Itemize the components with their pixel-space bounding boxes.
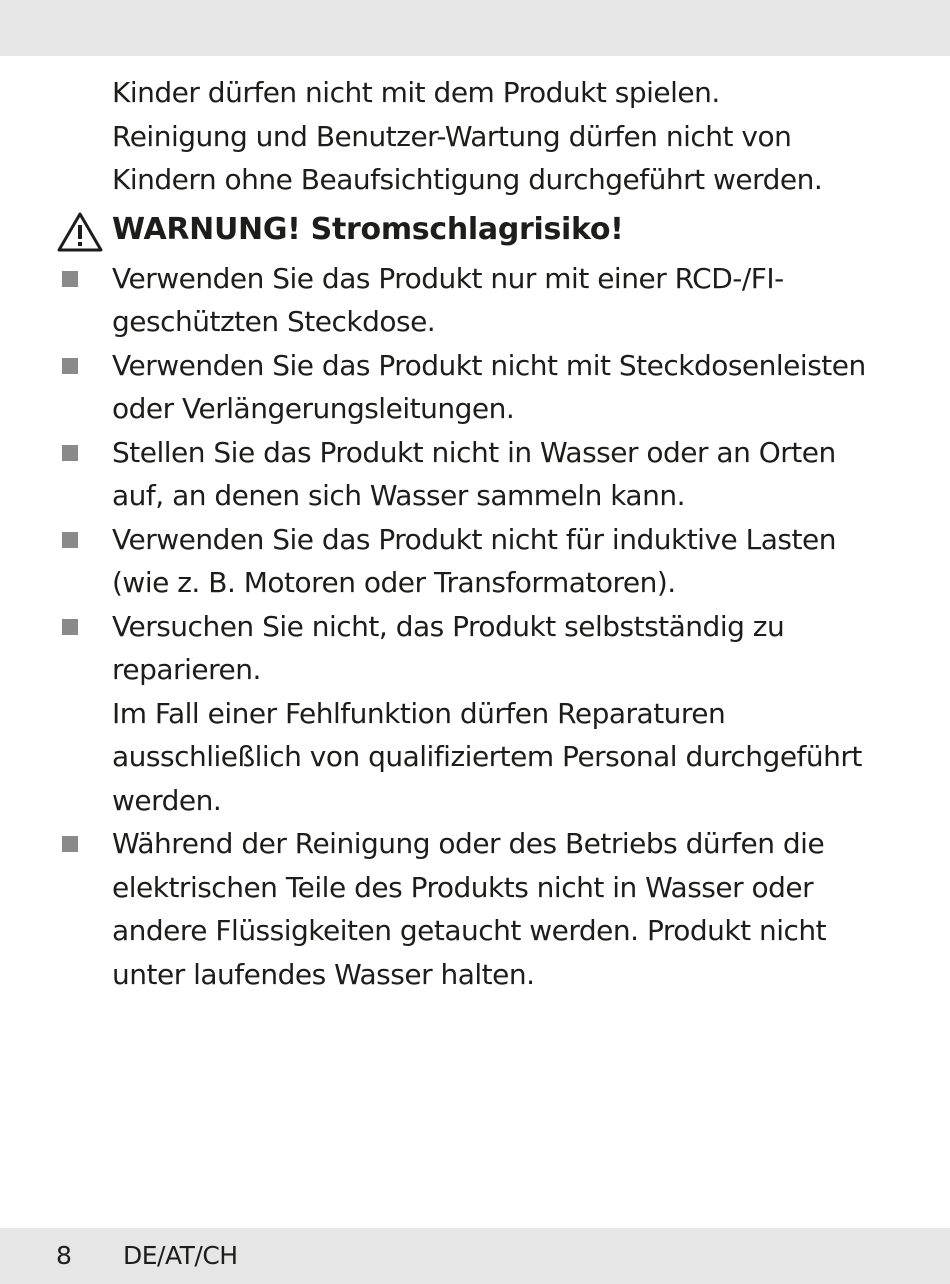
warning-triangle-icon (56, 211, 104, 253)
page-content (0, 71, 950, 996)
list-item-line: Versuchen Sie nicht, das Produkt selbstständig zu (112, 609, 785, 643)
list-item-line: andere Flüssigkeiten getaucht werden. Produkt nicht (112, 914, 827, 947)
intro-line: Kindern ohne Beaufsichtigung durchgeführt werden. (112, 163, 823, 196)
list-item-line: oder Verlängerungsleitungen. (112, 392, 515, 425)
list-item-line: Während der Reinigung oder des Betriebs dürfen die (112, 827, 825, 860)
intro-line: Reinigung und Benutzer-Wartung dürfen nicht von (112, 119, 792, 153)
list-item (0, 257, 950, 344)
bullet-square-icon (62, 532, 78, 548)
intro-line: Kinder dürfen nicht mit dem Produkt spielen. (112, 76, 720, 109)
list-item-line: Im Fall einer Fehlfunktion dürfen Reparaturen (112, 696, 726, 730)
list-item-line: Verwenden Sie das Produkt nur mit einer RCD-/FI- (112, 261, 784, 295)
warning-heading (0, 203, 950, 257)
list-item (0, 431, 950, 518)
list-item (0, 518, 950, 605)
region-label: DE/AT/CH (123, 1241, 238, 1270)
list-item (0, 344, 950, 431)
bullet-square-icon (62, 358, 78, 374)
list-item-line: Verwenden Sie das Produkt nicht für induktive Lasten (112, 522, 836, 556)
intro-paragraph (0, 71, 950, 202)
list-item-line: geschützten Steckdose. (112, 305, 436, 338)
bullet-square-icon (62, 271, 78, 287)
list-item-line: reparieren. (112, 653, 261, 686)
list-item-line: Verwenden Sie das Produkt nicht mit Steckdosenleisten (112, 348, 866, 382)
list-item-line: werden. (112, 783, 222, 817)
warning-title: WARNUNG! Stromschlagrisiko! (112, 211, 624, 247)
list-item-line: ausschließlich von qualifiziertem Personal durchgeführt (112, 740, 862, 773)
list-item (0, 605, 950, 823)
list-item-line: auf, an denen sich Wasser sammeln kann. (112, 479, 685, 512)
bullet-square-icon (62, 836, 78, 852)
list-item (0, 822, 950, 996)
list-item-line: elektrischen Teile des Produkts nicht in Wasser oder (112, 870, 814, 904)
list-item-line: unter laufendes Wasser halten. (112, 957, 535, 991)
bullet-square-icon (62, 445, 78, 461)
page-footer (0, 1228, 950, 1284)
bullet-square-icon (62, 619, 78, 635)
list-item-line: Stellen Sie das Produkt nicht in Wasser oder an Orten (112, 435, 836, 469)
header-band (0, 0, 950, 56)
page-number: 8 (56, 1241, 72, 1270)
warning-list (0, 257, 950, 997)
list-item-line: (wie z. B. Motoren oder Transformatoren). (112, 566, 676, 599)
